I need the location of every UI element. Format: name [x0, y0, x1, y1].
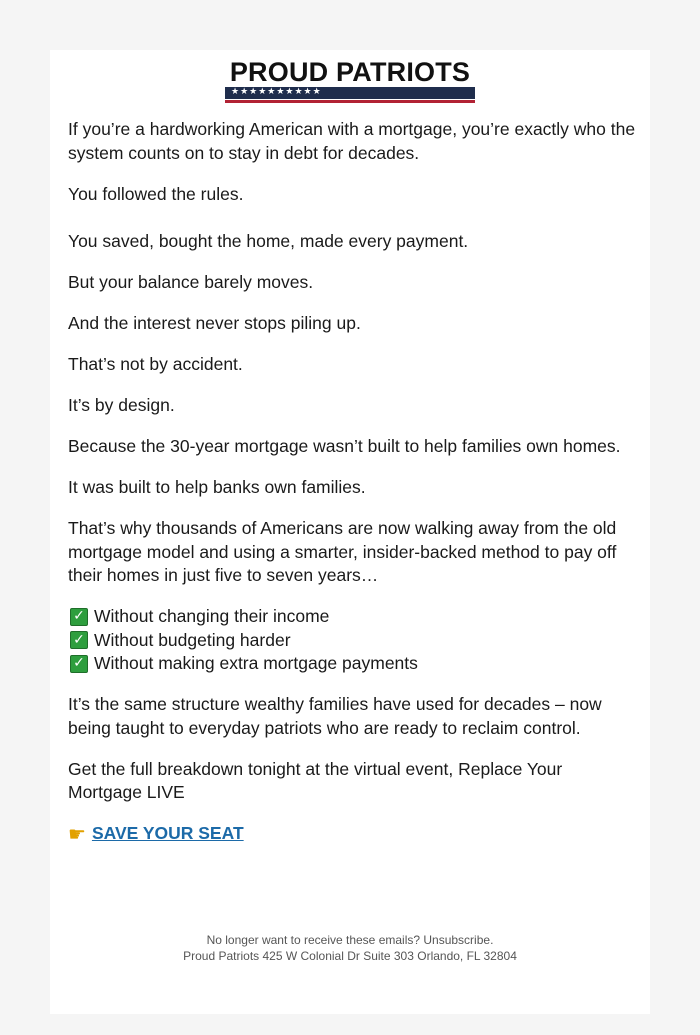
- email-footer: [50, 932, 650, 964]
- benefits-checklist: [68, 605, 638, 676]
- paragraph: That’s why thousands of Americans are now walking away from the old mortgage model and using a smarter, insider-backed method to pay off their homes in just five to seven years…: [68, 518, 617, 585]
- paragraph: You followed the rules.: [68, 183, 244, 204]
- list-item-label: Without making extra mortgage payments: [94, 653, 418, 673]
- logo-flag-bar: [225, 87, 475, 99]
- paragraph: But your balance barely moves.: [68, 272, 314, 292]
- list-item: [68, 629, 638, 653]
- list-item-label: Without changing their income: [94, 606, 330, 626]
- email-body: [68, 118, 638, 846]
- backhand-index-pointing-right-icon: ☛: [68, 821, 86, 846]
- paragraph: It was built to help banks own families.: [68, 477, 366, 497]
- save-seat-cta: [68, 822, 638, 846]
- save-your-seat-link[interactable]: SAVE YOUR SEAT: [91, 823, 244, 843]
- list-item: [68, 652, 638, 676]
- logo-stars: ★★★★★★★★★★: [231, 87, 322, 97]
- paragraph: If you’re a hardworking American with a mortgage, you’re exactly who the system counts on to stay in debt for decades.: [68, 119, 636, 163]
- paragraph: That’s not by accident.: [68, 354, 243, 374]
- list-item: [68, 605, 638, 629]
- paragraph: Get the full breakdown tonight at the virtual event, Replace Your Mortgage LIVE: [68, 758, 563, 802]
- paragraph: Because the 30-year mortgage wasn’t built to help families own homes.: [68, 436, 621, 456]
- paragraph: It’s the same structure wealthy families have used for decades – now being taught to everyday patriots who are ready to reclaim control.: [68, 694, 602, 738]
- paragraph: It’s by design.: [68, 395, 175, 415]
- logo-text: PROUD PATRIOTS: [229, 57, 471, 87]
- check-mark-icon: ✓: [70, 655, 88, 673]
- check-mark-icon: ✓: [70, 608, 88, 626]
- paragraph: You saved, bought the home, made every payment.: [68, 231, 469, 251]
- sender-address: Proud Patriots 425 W Colonial Dr Suite 303 Orlando, FL 32804: [183, 949, 517, 963]
- check-mark-icon: ✓: [70, 631, 88, 649]
- unsubscribe-text[interactable]: No longer want to receive these emails? Unsubscribe.: [206, 933, 494, 947]
- list-item-label: Without budgeting harder: [94, 629, 291, 650]
- paragraph: And the interest never stops piling up.: [68, 313, 361, 333]
- email-card: [50, 50, 650, 1014]
- proud-patriots-logo: [225, 57, 475, 105]
- logo-red-stripe: [225, 100, 475, 103]
